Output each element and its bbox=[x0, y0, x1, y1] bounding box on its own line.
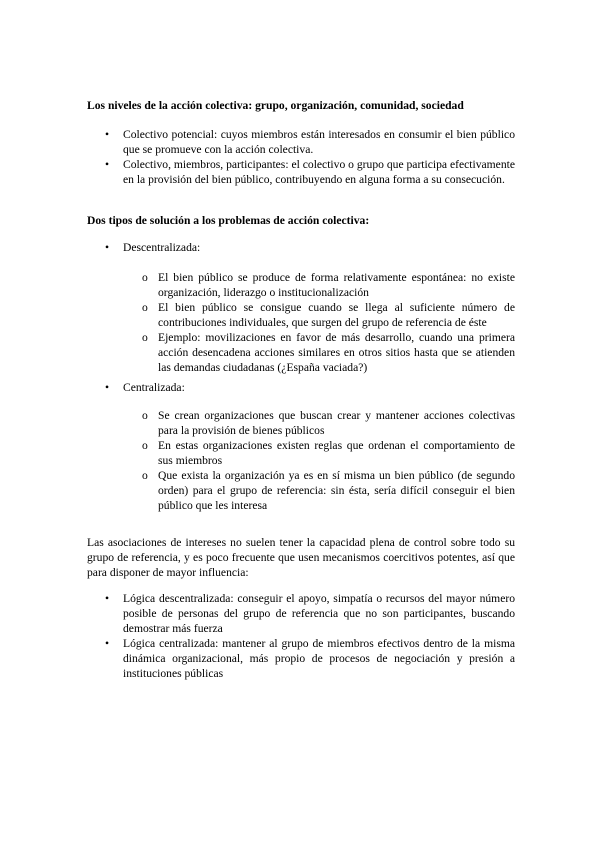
bullet-decentralized bbox=[105, 240, 515, 255]
bullet-list-levels bbox=[105, 127, 515, 187]
sub-list-item bbox=[142, 330, 515, 375]
list-item-text: Lógica descentralizada: conseguir el apoyo, simpatía o recursos del mayor número posible de personas del grupo de referencia que no son participantes, buscando demostrar más fuerza bbox=[123, 592, 515, 635]
list-item-text: Descentralizada: bbox=[123, 241, 201, 254]
sub-list-item-text: Se crean organizaciones que buscan crear y mantener acciones colectivas para la provisión de bienes públicos bbox=[158, 409, 515, 437]
sub-bullet-marker: o bbox=[142, 301, 148, 314]
sub-list-item bbox=[142, 468, 515, 513]
bullet-marker: • bbox=[105, 241, 110, 254]
list-item bbox=[105, 380, 515, 395]
list-item bbox=[105, 157, 515, 187]
bullet-marker: • bbox=[105, 128, 110, 141]
section-heading-levels: Los niveles de la acción colectiva: grupo, organización, comunidad, sociedad bbox=[87, 99, 464, 112]
sub-list-item-text: Ejemplo: movilizaciones en favor de más desarrollo, cuando una primera acción desencadena acciones similares en otros sitios hasta que se atienden las demandas ciudadanas (¿España vaciada?) bbox=[158, 331, 515, 374]
list-item-text: Colectivo potencial: cuyos miembros están interesados en consumir el bien público que se promueve con la acción colectiva. bbox=[123, 128, 515, 156]
associations-paragraph: Las asociaciones de intereses no suelen tener la capacidad plena de control sobre todo su grupo de referencia, y es poco frecuente que usen mecanismos coercitivos potentes, así que para disponer de mayor influencia: bbox=[87, 536, 515, 579]
bullet-centralized bbox=[105, 380, 515, 395]
sub-list-item bbox=[142, 300, 515, 330]
sub-list-item bbox=[142, 408, 515, 438]
sub-bullet-marker: o bbox=[142, 331, 148, 344]
sub-list-item bbox=[142, 438, 515, 468]
sub-list-item-text: El bien público se consigue cuando se llega al suficiente número de contribuciones individuales, que surgen del grupo de referencia de éste bbox=[158, 301, 515, 329]
list-item bbox=[105, 240, 515, 255]
sub-list-decentralized bbox=[142, 270, 515, 375]
bullet-marker: • bbox=[105, 381, 110, 394]
sub-bullet-marker: o bbox=[142, 409, 148, 422]
sub-list-centralized bbox=[142, 408, 515, 513]
sub-bullet-marker: o bbox=[142, 271, 148, 284]
bullet-marker: • bbox=[105, 637, 110, 650]
list-item-text: Colectivo, miembros, participantes: el colectivo o grupo que participa efectivamente en la provisión del bien público, contribuyendo en alguna forma a su consecución. bbox=[123, 158, 515, 186]
sub-list-item bbox=[142, 270, 515, 300]
list-item-text: Lógica centralizada: mantener al grupo de miembros efectivos dentro de la misma dinámica organizacional, más propio de procesos de negociación y presión a instituciones públicas bbox=[123, 637, 515, 680]
bullet-marker: • bbox=[105, 592, 110, 605]
list-item bbox=[105, 127, 515, 157]
list-item bbox=[105, 591, 515, 636]
list-item bbox=[105, 636, 515, 681]
sub-bullet-marker: o bbox=[142, 439, 148, 452]
sub-list-item-text: Que exista la organización ya es en sí misma un bien público (de segundo orden) para el grupo de referencia: sin ésta, sería difícil conseguir el bien público que les interesa bbox=[158, 469, 515, 512]
bullet-list-logics bbox=[105, 591, 515, 681]
bullet-marker: • bbox=[105, 158, 110, 171]
section-heading-solutions: Dos tipos de solución a los problemas de acción colectiva: bbox=[87, 214, 370, 227]
sub-list-item-text: En estas organizaciones existen reglas que ordenan el comportamiento de sus miembros bbox=[158, 439, 515, 467]
sub-bullet-marker: o bbox=[142, 469, 148, 482]
sub-list-item-text: El bien público se produce de forma relativamente espontánea: no existe organización, liderazgo o institucionalización bbox=[158, 271, 515, 299]
list-item-text: Centralizada: bbox=[123, 381, 185, 394]
